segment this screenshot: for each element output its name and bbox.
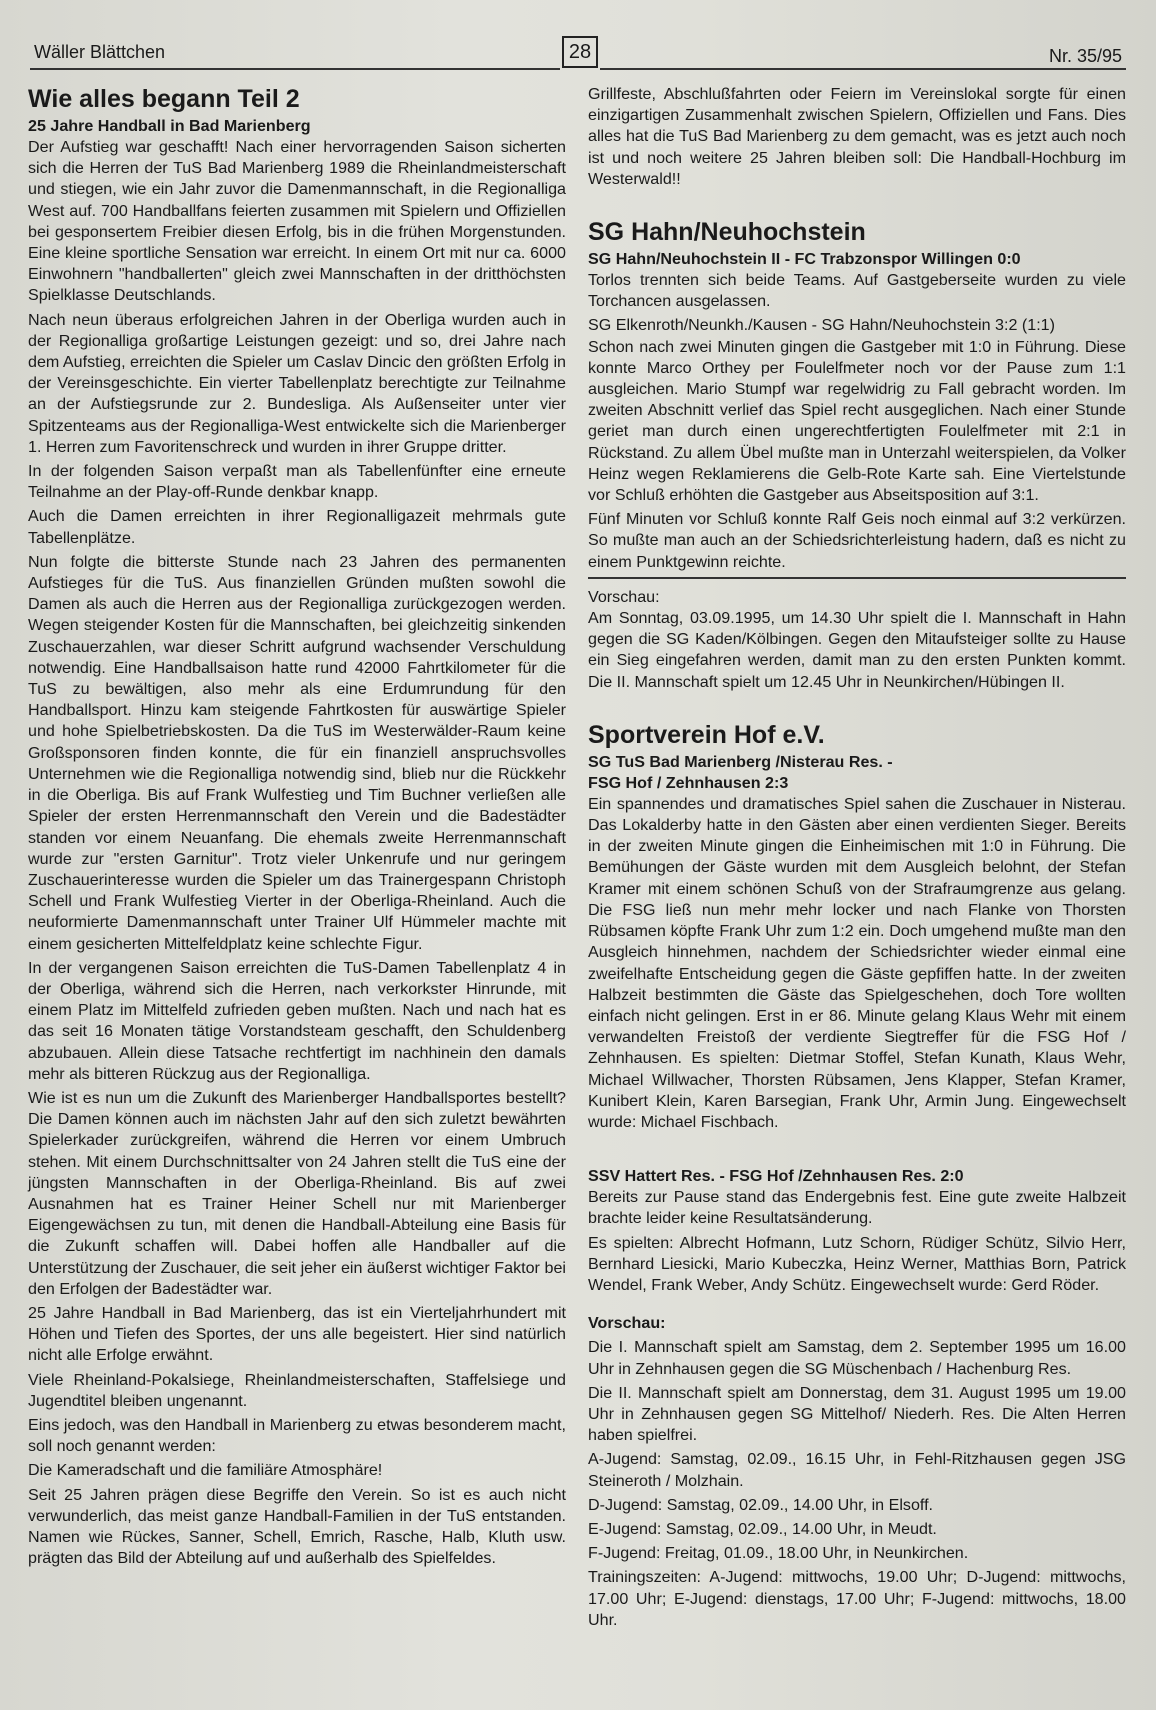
issue-number: Nr. 35/95 bbox=[1048, 46, 1122, 66]
preview-label: Vorschau: bbox=[588, 1314, 666, 1333]
paragraph: F-Jugend: Freitag, 01.09., 18.00 Uhr, in Neunkirchen. bbox=[588, 1544, 969, 1563]
paragraph: Seit 25 Jahren prägen diese Begriffe den Verein. So ist es auch nicht verwunderlich, das meist ganze Handball-Familien in der TuS entstanden. Namen wie Rückes, Sanner, Schell, Emrich, Rasche, Halb, Kluth usw. prägten das Bild der Abteilung auf und außerhalb des Spielfeldes. bbox=[28, 1485, 566, 1568]
match-heading-inline: SG Elkenroth/Neunkh./Kausen - SG Hahn/Neuhochstein 3:2 (1:1) bbox=[588, 316, 1055, 335]
right-column bbox=[588, 84, 1126, 1634]
paragraph: Fünf Minuten vor Schluß konnte Ralf Geis noch einmal auf 3:2 verkürzen. So mußte man auch an der Schiedsrichterleistung hadern, daß es nicht zu einem Punktgewinn reichte. bbox=[588, 510, 1126, 571]
section-divider bbox=[588, 577, 1126, 579]
paragraph: Viele Rheinland-Pokalsiege, Rheinlandmeisterschaften, Staffelsiege und Jugendtitel bleiben ungenannt. bbox=[28, 1370, 566, 1410]
match-heading: SG Hahn/Neuhochstein II - FC Trabzonspor Willingen 0:0 bbox=[588, 250, 1021, 269]
paragraph: Schon nach zwei Minuten gingen die Gastgeber mit 1:0 in Führung. Diese konnte Marco Orthey per Foulelfmeter noch vor der Pause zum 1:1 ausgleichen. Mario Stumpf war regelwidrig zu Fall gebracht worden. Im zweiten Abschnitt verlief das Spiel recht ausgeglichen. Nach einer Stunde geriet man durch einen ungerechtfertigten Foulelfmeter mit 2:1 in Rückstand. Zu allem Übel mußte man in Unterzahl weiterspielen, da Volker Heinz wegen Reklamierens die Gelb-Rote Karte sah. Eine Viertelstunde vor Schluß erhöhten die Gastgeber aus Abseitsposition auf 3:1. bbox=[588, 337, 1126, 505]
paragraph: In der folgenden Saison verpaßt man als Tabellenfünfter eine erneute Teilnahme an der Play-off-Runde denkbar knapp. bbox=[28, 462, 566, 502]
paragraph: Nach neun überaus erfolgreichen Jahren in der Oberliga wurden auch in der Regionalliga großartige Leistungen gezeigt: und so, drei Jahre nach dem Aufstieg, erreichten die Spieler um Caslav Dincic den größten Erfolg in der Vereinsgeschichte. Ein vierter Tabellenplatz berechtigte zur Teilnahme an der Aufstiegsrunde zur 2. Bundesliga. Als Außenseiter unter vier Spitzenteams aus der Regionalliga-West entwickelte sich die Marienberger 1. Herren zum Favoritenschreck und wurden in ihrer Gruppe dritter. bbox=[28, 310, 566, 456]
paragraph: Es spielten: Albrecht Hofmann, Lutz Schorn, Rüdiger Schütz, Silvio Herr, Bernhard Liesicki, Mario Kubeczka, Heinz Werner, Matthias Born, Patrick Wendel, Frank Weber, Andy Schütz. Eingewechselt wurde: Gerd Röder. bbox=[588, 1233, 1126, 1294]
match-heading: SG TuS Bad Marienberg /Nisterau Res. - bbox=[588, 752, 893, 771]
paragraph: Die II. Mannschaft spielt am Donnerstag, dem 31. August 1995 um 19.00 Uhr in Zehnhausen gegen SG Mittelhof/ Niederh. Res. Die Alten Herren haben spielfrei. bbox=[588, 1383, 1126, 1445]
article-title: Wie alles begann Teil 2 bbox=[28, 85, 300, 113]
paragraph: Bereits zur Pause stand das Endergebnis fest. Eine gute zweite Halbzeit brachte leider keine Resultatsänderung. bbox=[588, 1188, 1126, 1228]
article-subtitle: 25 Jahre Handball in Bad Marienberg bbox=[28, 117, 311, 135]
paragraph: Am Sonntag, 03.09.1995, um 14.30 Uhr spielt die I. Mannschaft in Hahn gegen die SG Kaden/Kölbingen. Gegen den Mitaufsteiger sollte zu Hause ein Sieg eingefahren werden, damit man zu den ersten Punkten kommt. Die II. Mannschaft spielt um 12.45 Uhr in Neunkirchen/Hübingen II. bbox=[588, 609, 1126, 691]
paragraph: Auch die Damen erreichten in ihrer Regionalligazeit mehrmals gute Tabellenplätze. bbox=[28, 507, 566, 547]
paragraph: Der Aufstieg war geschafft! Nach einer hervorragenden Saison sicherten sich die Herren der TuS Bad Marienberg 1989 die Rheinlandmeisterschaft und stiegen, wie ein Jahr zuvor die Damenmannschaft, in die Regionalliga West auf. 700 Handballfans feierten zusammen mit Spielern und Offiziellen bei gesponsertem Freibier diesen Erfolg, bis in die frühen Morgenstunden. Eine kleine sportliche Sensation war erreicht. In einem Ort mit nur ca. 6000 Einwohnern "handballerten" gleich zwei Mannschaften in der dritthöchsten Spielklasse Deutschlands. bbox=[28, 138, 566, 305]
paragraph: A-Jugend: Samstag, 02.09., 16.15 Uhr, in Fehl-Ritzhausen gegen JSG Steineroth / Molzhain. bbox=[588, 1450, 1126, 1490]
paragraph: Eins jedoch, was den Handball in Marienberg zu etwas besonderem macht, soll noch genannt werden: bbox=[28, 1415, 566, 1456]
paragraph: 25 Jahre Handball in Bad Marienberg, das ist ein Vierteljahrhundert mit Höhen und Tiefen des Sportes, der uns alle begeistert. Hier sind natürlich nicht alle Erfolge erwähnt. bbox=[28, 1303, 566, 1365]
paragraph: Torlos trennten sich beide Teams. Auf Gastgeberseite wurden zu viele Torchancen ausgelassen. bbox=[588, 271, 1126, 311]
left-column bbox=[28, 84, 566, 1572]
paragraph: Die Kameradschaft und die familiäre Atmosphäre! bbox=[28, 1461, 383, 1480]
header-rule-left bbox=[30, 68, 560, 70]
section-title-sv-hof: Sportverein Hof e.V. bbox=[588, 720, 825, 749]
publication-name: Wäller Blättchen bbox=[34, 42, 166, 62]
match-heading: FSG Hof / Zehnhausen 2:3 bbox=[588, 773, 789, 792]
paragraph: Die I. Mannschaft spielt am Samstag, dem 2. September 1995 um 16.00 Uhr in Zehnhausen gegen die SG Müschenbach / Hachenburg Res. bbox=[588, 1338, 1126, 1378]
section-title-sg-hahn: SG Hahn/Neuhochstein bbox=[588, 218, 866, 247]
paragraph: Ein spannendes und dramatisches Spiel sahen die Zuschauer in Nisterau. Das Lokalderby hatte in den Gästen aber einen verdienten Sieger. Bereits in der zweiten Minute gingen die Einheimischen mit 1:0 in Führung. Die Bemühungen der Gäste wurden mit dem Ausgleich belohnt, der Stefan Kramer mit einem schönen Schuß von der Strafraumgrenze aus gelang. Die FSG ließ nun mehr mehr locker und nach Flanke von Thorsten Rübsamen köpfte Frank Uhr zum 1:2 ein. Doch umgehend mußte man den Ausgleich hinnehmen, nachdem der Schiedsrichter wieder einmal eine zweifelhafte Entscheidung gegen die Gäste gepfiffen hatte. In der zweiten Halbzeit bestimmten die Gäste das Spielgeschehen, doch Tore wollten einfach nicht gelingen. Erst in er 86. Minute gelang Klaus Wehr mit einem verwandelten Freistoß der verdiente Siegtreffer für die FSG Hof / Zehnhausen. Es spielten: Dietmar Stoffel, Stefan Kunath, Klaus Wehr, Michael Willwacher, Thorsten Rübsamen, Jens Klapper, Stefan Kramer, Kunibert Klein, Karen Barsegian, Frank Uhr, Armin Jung. Eingewechselt wurde: Michael Fischbach. bbox=[588, 794, 1126, 1131]
paragraph: Nun folgte die bitterste Stunde nach 23 Jahren des permanenten Aufstieges für die TuS. Aus finanziellen Gründen mußten sowohl die Damen als auch die Herren aus der Regionalliga zurückgezogen werden. Wegen steigender Kosten für die Mannschaften, bei gleichzeitig sinkenden Zuschauerzahlen, war dieser Schritt aufgrund wachsender Verschuldung notwendig. Eine Handballsaison hatte rund 42000 Fahrtkilometer für die TuS zu bewältigen, also mehr als eine Erdumrundung für den Handballsport. Hinzu kam steigende Fahrtkosten für auswärtige Spieler und hohe Spielbetriebskosten. Da die TuS im Westerwälder-Raum keine Großsponsoren finden konnte, die für ein finanziell anspruchsvolles Unternehmen wie die Regionalliga notwendig sind, blieb nur die Rückkehr in die Oberliga. Bis auf Frank Wulfestieg und Tim Buchner verließen alle Spieler der ersten Herrenmannschaft den Verein und die Badestädter standen vor einem Neuanfang. Die ehemals zweite Herrenmannschaft wurde zur "ersten Garnitur". Trotz vieler Unkenrufe und nur geringem Zuschauerinteresse wurden die Spieler um das Trainergespann Christoph Schell und Frank Wulfestieg Vierter in der Oberliga-Rheinland. Auch die neuformierte Damenmannschaft unter Trainer Ulf Hümmeler machte mit einem gesicherten Mittelfeldplatz keine schlechte Figur. bbox=[28, 552, 566, 953]
preview-label: Vorschau: bbox=[588, 587, 660, 606]
paragraph: Wie ist es nun um die Zukunft des Marienberger Handballsportes bestellt? Die Damen können auch im nächsten Jahr auf den sich zuletzt bewährten Spielerkader zurückgreifen, während die Herren vor einem Umbruch stehen. Mit einem Durchschnittsalter von 24 Jahren stellt die TuS eine der jüngsten Mannschaften in der Oberliga-Rheinland. Bis auf zwei Ausnahmen hat es Trainer Heiner Schell nur mit Marienberger Eigengewächsen zu tun, mit denen die Handball-Abteilung eine Basis für die Zukunft schaffen will. Dabei hoffen alle Handballer auf die Unterstützung der Zuschauer, die seit jeher ein äußerst wichtiger Faktor bei den Erfolgen der Badestädter war. bbox=[28, 1088, 566, 1298]
paragraph: E-Jugend: Samstag, 02.09., 14.00 Uhr, in Meudt. bbox=[588, 1519, 937, 1538]
header-rule-right bbox=[600, 68, 1126, 70]
page-number: 28 bbox=[562, 36, 598, 68]
match-heading: SSV Hattert Res. - FSG Hof /Zehnhausen Res. 2:0 bbox=[588, 1167, 964, 1186]
page-header bbox=[30, 34, 1126, 74]
paragraph: D-Jugend: Samstag, 02.09., 14.00 Uhr, in Elsoff. bbox=[588, 1495, 934, 1514]
paragraph: In der vergangenen Saison erreichten die TuS-Damen Tabellenplatz 4 in der Oberliga, während sich die Herren, nach verkorkster Hinrunde, mit einem Platz im Mittelfeld zufrieden geben mußten. Nach und nach hat es das seit 16 Monaten tätige Vorstandsteam geschafft, den Schuldenberg abzubauen. Allein diese Tatsache rechtfertigt im nachhinein den damals mehr als bitteren Rückzug aus der Regionalliga. bbox=[28, 958, 566, 1083]
paragraph: Trainingszeiten: A-Jugend: mittwochs, 19.00 Uhr; D-Jugend: mittwochs, 17.00 Uhr; E-Jugend: dienstags, 17.00 Uhr; F-Jugend: mittwochs, 18.00 Uhr. bbox=[588, 1568, 1126, 1629]
paragraph: Grillfeste, Abschlußfahrten oder Feiern im Vereinslokal sorgte für einen einzigartigen Zusammenhalt zwischen Spielern, Offiziellen und Fans. Dies alles hat die TuS Bad Marienberg zu dem gemacht, was es jetzt auch noch ist und noch weitere 25 Jahren bleiben soll: Die Handball-Hochburg im Westerwald!! bbox=[588, 85, 1126, 188]
